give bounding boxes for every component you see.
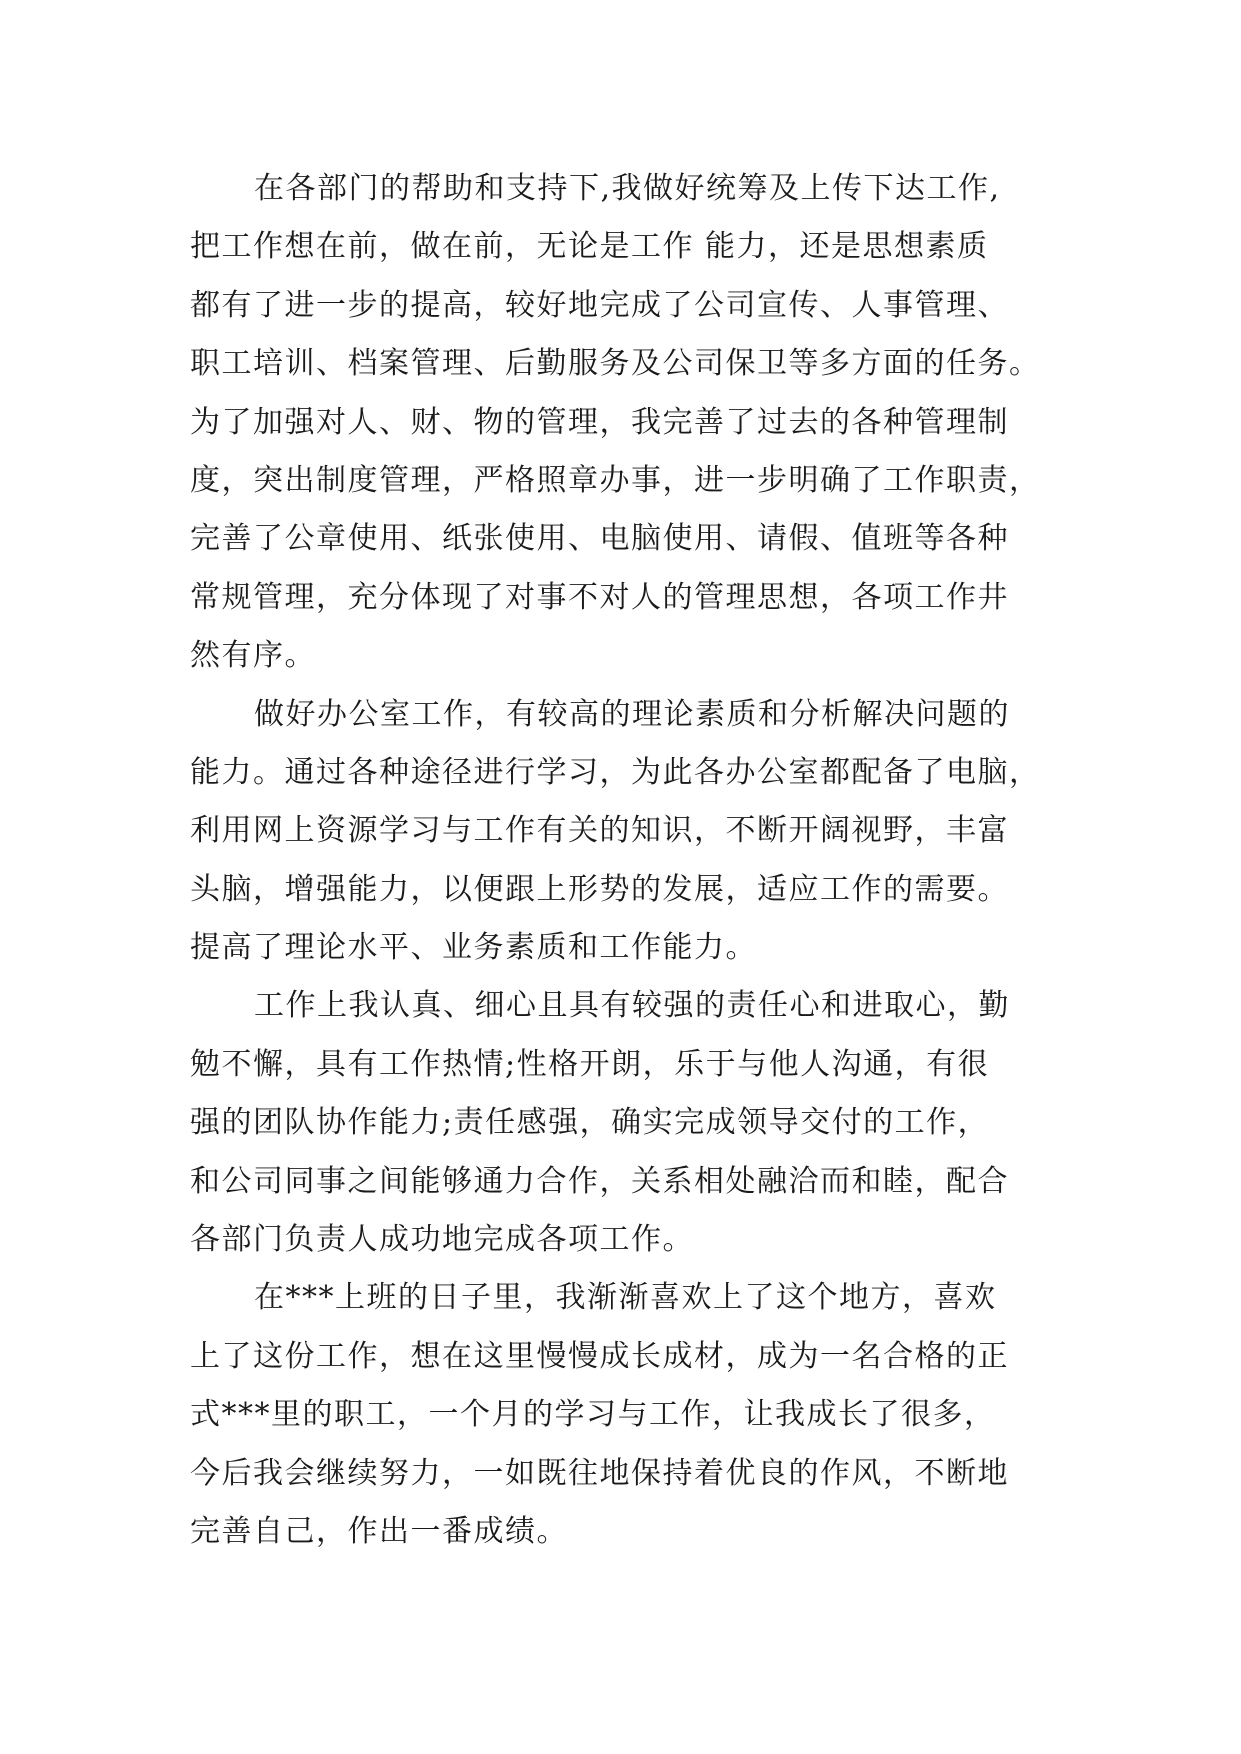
text-line: 做好办公室工作，有较高的理论素质和分析解决问题的 xyxy=(254,696,1010,732)
text-line: 利用网上资源学习与工作有关的知识，不断开阔视野，丰富 xyxy=(190,813,1009,849)
text-line: 在***上班的日子里，我渐渐喜欢上了这个地方，喜欢 xyxy=(254,1280,997,1316)
document-body xyxy=(190,160,1070,1561)
text-line: 勉不懈，具有工作热情;性格开朗，乐于与他人沟通，有很 xyxy=(190,1046,990,1082)
text-line: 常规管理，充分体现了对事不对人的管理思想，各项工作井 xyxy=(190,579,1009,615)
text-line: 和公司同事之间能够通力合作，关系相处融洽而和睦，配合 xyxy=(190,1163,1009,1199)
text-line: 在各部门的帮助和支持下,我做好统筹及上传下达工作, xyxy=(254,171,1001,206)
text-line: 上了这份工作，想在这里慢慢成长成材，成为一名合格的正 xyxy=(190,1338,1009,1374)
text-line: 式***里的职工，一个月的学习与工作，让我成长了很多， xyxy=(190,1397,996,1433)
text-line: 今后我会继续努力，一如既往地保持着优良的作风，不断地 xyxy=(190,1455,1009,1491)
paragraph-2 xyxy=(190,686,1070,978)
paragraph-4 xyxy=(190,1269,1070,1561)
text-line: 然有序。 xyxy=(190,638,316,674)
paragraph-1 xyxy=(190,160,1070,686)
text-line: 度，突出制度管理，严格照章办事，进一步明确了工作职责， xyxy=(190,462,1041,498)
text-line: 能力。通过各种途径进行学习，为此各办公室都配备了电脑， xyxy=(190,754,1041,790)
text-line: 都有了进一步的提高，较好地完成了公司宣传、人事管理、 xyxy=(190,287,1009,323)
text-line: 工作上我认真、细心且具有较强的责任心和进取心，勤 xyxy=(254,988,1010,1024)
text-line: 头脑，增强能力，以便跟上形势的发展，适应工作的需要。 xyxy=(190,871,1009,907)
text-line: 为了加强对人、财、物的管理，我完善了过去的各种管理制 xyxy=(190,404,1009,440)
text-line: 提高了理论水平、业务素质和工作能力。 xyxy=(190,930,757,966)
text-line: 各部门负责人成功地完成各项工作。 xyxy=(190,1222,694,1258)
text-line: 完善了公章使用、纸张使用、电脑使用、请假、值班等各种 xyxy=(190,521,1009,557)
text-line: 强的团队协作能力;责任感强，确实完成领导交付的工作， xyxy=(190,1105,990,1141)
text-line: 把工作想在前，做在前，无论是工作 能力，还是思想素质 xyxy=(190,229,989,265)
text-line: 完善自己，作出一番成绩。 xyxy=(190,1513,568,1549)
text-line: 职工培训、档案管理、后勤服务及公司保卫等多方面的任务。 xyxy=(190,346,1041,382)
paragraph-3 xyxy=(190,977,1070,1269)
